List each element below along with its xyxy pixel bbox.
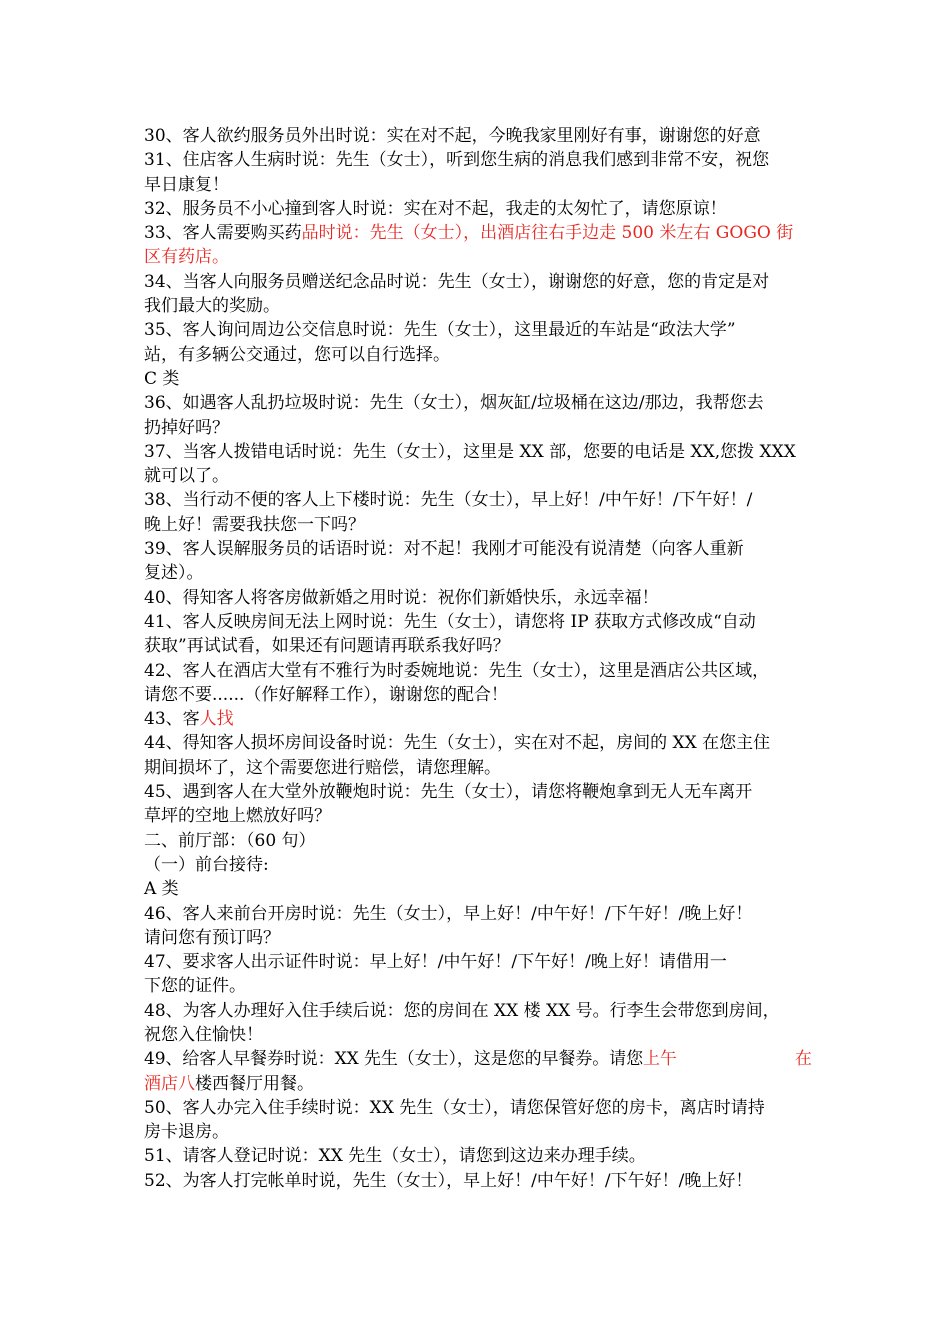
text-line: 祝您入住愉快！	[144, 1024, 263, 1045]
text-line: 40、得知客人将客房做新婚之用时说：祝你们新婚快乐，永远幸福！	[144, 587, 659, 608]
text-line: 期间损坏了，这个需要您进行赔偿，请您理解。	[144, 757, 501, 778]
text-line: 草坪的空地上燃放好吗？	[144, 806, 331, 827]
text-line: 41、客人反映房间无法上网时说：先生（女士），请您将 IP 获取方式修改成“自动	[144, 611, 756, 632]
text-line: 51、请客人登记时说：XX 先生（女士），请您到这边来办理手续。	[144, 1146, 646, 1167]
highlighted-text: 人找	[199, 709, 234, 730]
text-line: 47、要求客人出示证件时说：早上好！/中午好！/下午好！/晚上好！请借用一	[144, 952, 727, 973]
highlighted-text: 酒店八	[144, 1073, 195, 1094]
text-line: 38、当行动不便的客人上下楼时说：先生（女士），早上好！/中午好！/下午好！/	[144, 490, 753, 511]
highlighted-text: 品时说：先生（女士），出酒店往右手边走 500 米左右 GOGO 街	[301, 223, 794, 244]
text-line: 复述）。	[144, 563, 204, 584]
highlighted-text: 区有药店。	[144, 247, 229, 268]
section-heading: C 类	[144, 368, 180, 389]
text-line: 50、客人办完入住手续时说：XX 先生（女士），请您保管好您的房卡，离店时请持	[144, 1097, 765, 1118]
document-page	[144, 124, 812, 1193]
text-line: 42、客人在酒店大堂有不雅行为时委婉地说：先生（女士），这里是酒店公共区域，	[144, 660, 770, 681]
text-line: 49、给客人早餐券时说：XX 先生（女士），这是您的早餐券。请您上午 在	[144, 1049, 812, 1070]
section-heading: A 类	[144, 879, 179, 900]
text-line: 37、当客人拨错电话时说：先生（女士），这里是 XX 部，您要的电话是 XX,您拨 XXX	[144, 441, 796, 462]
text-line: 33、客人需要购买药品时说：先生（女士），出酒店往右手边走 500 米左右 GOGO 街	[144, 223, 794, 244]
text-line: 早日康复！	[144, 174, 229, 195]
text-line: 晚上好！需要我扶您一下吗？	[144, 514, 365, 535]
text-line: 46、客人来前台开房时说：先生（女士），早上好！/中午好！/下午好！/晚上好！	[144, 903, 753, 924]
text-line: 45、遇到客人在大堂外放鞭炮时说：先生（女士），请您将鞭炮拿到无人无车离开	[144, 782, 753, 803]
text-line: 48、为客人办理好入住手续后说：您的房间在 XX 楼 XX 号。行李生会带您到房间，	[144, 1000, 780, 1021]
subsection-heading: （一）前台接待:	[144, 854, 269, 875]
text-line: 扔掉好吗？	[144, 417, 229, 438]
text-line: 获取”再试试看，如果还有问题请再联系我好吗？	[144, 636, 510, 657]
text-line: 30、客人欲约服务员外出时说：实在对不起，今晚我家里刚好有事，谢谢您的好意	[144, 126, 761, 146]
text-line: 34、当客人向服务员赠送纪念品时说：先生（女士），谢谢您的好意，您的肯定是对	[144, 271, 770, 292]
section-heading: 二、前厅部：（60 句）	[144, 830, 316, 851]
text-line	[144, 245, 812, 269]
text-line: 43、客人找	[144, 709, 234, 730]
text-line: 房卡退房。	[144, 1122, 229, 1143]
text-line: 32、服务员不小心撞到客人时说：实在对不起，我走的太匆忙了，请您原谅！	[144, 198, 727, 219]
text-line: 36、如遇客人乱扔垃圾时说：先生（女士），烟灰缸/垃圾桶在这边/那边，我帮您去	[144, 393, 764, 414]
text-line: 35、客人询问周边公交信息时说：先生（女士），这里最近的车站是“政法大学”	[144, 320, 736, 341]
text-line: 31、住店客人生病时说：先生（女士），听到您生病的消息我们感到非常不安，祝您	[144, 150, 770, 171]
text-line: 就可以了。	[144, 466, 229, 487]
text-line: 酒店八楼西餐厅用餐。	[144, 1073, 314, 1094]
text-line: 下您的证件。	[144, 976, 246, 997]
text-line: 44、得知客人损坏房间设备时说：先生（女士），实在对不起，房间的 XX 在您主住	[144, 733, 771, 754]
text-line: 52、为客人打完帐单时说，先生（女士），早上好！/中午好！/下午好！/晚上好！	[144, 1170, 753, 1191]
highlighted-text: 上午	[643, 1049, 677, 1070]
text-line: 请问您有预订吗？	[144, 927, 280, 948]
text-line: 站，有多辆公交通过，您可以自行选择。	[144, 344, 450, 365]
text-line: 39、客人误解服务员的话语时说：对不起！我刚才可能没有说清楚（向客人重新	[144, 539, 744, 560]
text-line: 我们最大的奖励。	[144, 296, 280, 317]
text-line: 请您不要......（作好解释工作），谢谢您的配合！	[144, 684, 508, 705]
highlighted-text: 在	[794, 1049, 812, 1070]
